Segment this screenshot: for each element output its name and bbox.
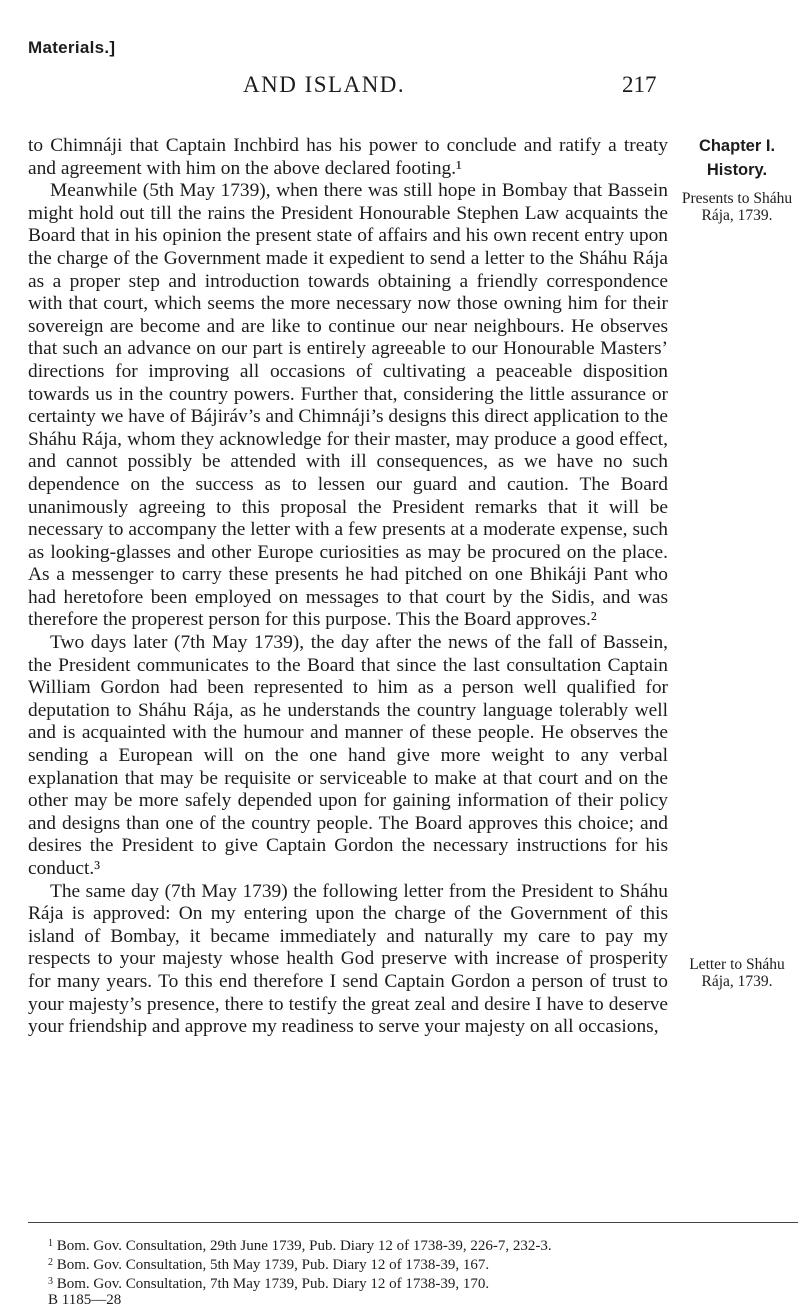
- footnotes: [28, 1236, 718, 1309]
- collection-label: Materials.]: [28, 38, 116, 57]
- main-text: [28, 135, 668, 1039]
- footnote-text: Bom. Gov. Consultation, 5th May 1739, Pub. Diary 12 of 1738-39, 167.: [56, 1256, 490, 1273]
- paragraph-presents: Meanwhile (5th May 1739), when there was still hope in Bombay that Bassein might hold out till the rains the President Honourable Stephen Law acquaints the Board that in his opinion the present state of affairs and his own recent entry upon the charge of the Government made it expedient to send a letter to the Sháhu Rája as a proper step and introduction towards obtaining a friendly correspondence with that court, which seems the more necessary now those owning him for their sovereign are become and are like to continue our near neighbours. He observes that such an advance on our part is entirely agreeable to our Honourable Masters’ directions for improving all occasions of cultivating a peaceable disposition towards us in the country powers. Further that, considering the little assurance or certainty we have of Bájiráv’s and Chimnáji’s designs this direct application to the Sháhu Rája, whom they acknowledge for their master, may produce a good effect, and cannot possibly be attended with ill consequences, as we have no such dependence on the success as to lessen our guard and caution. The Board unanimously agreeing to this proposal the President remarks that it will be necessary to accompany the letter with a few presents at a moderate expense, such as looking-glasses and other Europe curiosities as may be procured on the place. As a messenger to carry these presents he had pitched on one Bhikáji Pant who had heretofore been employed on messages to that court by the Sidis, and was therefore the properest person for this purpose. This the Board approves.²: [28, 180, 668, 631]
- page-number: 217: [622, 72, 657, 97]
- footnote: [28, 1274, 718, 1293]
- footnote-text: Bom. Gov. Consultation, 7th May 1739, Pub. Diary 12 of 1738-39, 170.: [56, 1275, 490, 1292]
- paragraph-captain-gordon: Two days later (7th May 1739), the day after the news of the fall of Bassein, the President communicates to the Board that since the last consultation Captain William Gordon had been represented to him as a person well qualified for deputation to Sháhu Rája, as he understands the country language tolerably well and is acquainted with the humour and manner of these people. He observes the sending a European will on the one hand give more weight to any verbal explanation that may be requisite or serviceable to make at that court and on the other may be more safely depended upon for gaining information of their policy and designs than one of the country people. The Board approves this choice; and desires the President to give Captain Gordon the necessary instructions for his conduct.³: [28, 632, 668, 879]
- running-title: AND ISLAND.: [243, 72, 406, 97]
- sidenote-chapter: [680, 134, 794, 182]
- chapter-label: Chapter I.: [698, 137, 776, 155]
- footnote-mark: 2: [48, 1256, 53, 1268]
- footnote-text: Bom. Gov. Consultation, 29th June 1739, Pub. Diary 12 of 1738-39, 226-7, 232-3.: [56, 1238, 552, 1254]
- footnote: [28, 1255, 718, 1274]
- section-label: History.: [706, 161, 768, 179]
- sidenote-presents: Presents to Sháhu Rája, 1739.: [681, 190, 793, 224]
- footnote: [28, 1236, 718, 1255]
- paragraph-letter: The same day (7th May 1739) the following letter from the President to Sháhu Rája is approved: On my entering upon the charge of the Government of this island of Bombay, it became immediately and naturally my care to pay my respects to your majesty whose health God preserve with increase of prosperity for many years. To this end therefore I send Captain Gordon a person of trust to your majesty’s presence, there to testify the great zeal and desire I have to deserve your friendship and approve my readiness to serve your majesty on all occasions,: [28, 880, 668, 1038]
- footnote-divider: [28, 1222, 798, 1223]
- sidenote-letter: Letter to Sháhu Rája, 1739.: [689, 956, 785, 990]
- footnote-mark: 3: [48, 1275, 53, 1287]
- footnote-mark: 1: [48, 1238, 53, 1249]
- printer-signature: B 1185—28: [48, 1292, 122, 1309]
- running-head: [0, 72, 800, 102]
- paragraph-continuation: to Chimnáji that Captain Inchbird has his power to conclude and ratify a treaty and agreement with him on the above declared footing.¹: [28, 135, 668, 179]
